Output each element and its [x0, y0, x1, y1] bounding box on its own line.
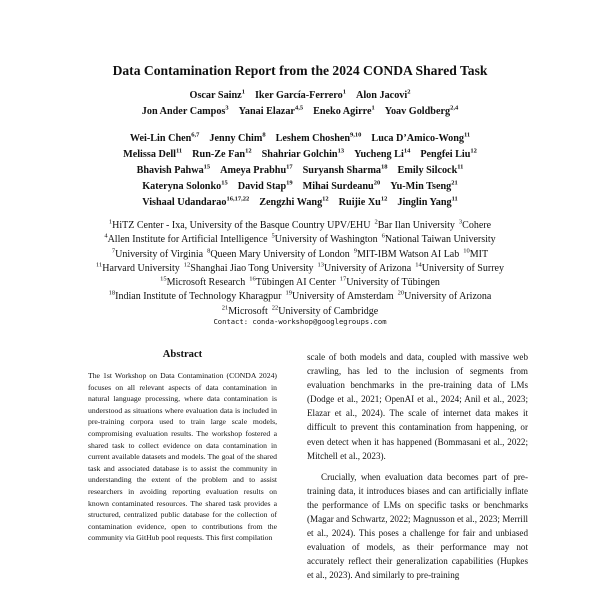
author-name: Ameya Prabhu$^{17}$ — [220, 163, 293, 176]
affiliation-row — [30, 290, 570, 304]
author-affiliation-marker: 21 — [451, 179, 458, 187]
author-affiliation-marker: 6,7 — [191, 131, 200, 139]
affiliation-row — [30, 276, 570, 290]
author-name: Eneko Agirre$^1$ — [313, 104, 375, 117]
author-affiliation-marker: 4,5 — [294, 104, 304, 112]
author-affiliation-marker: 1 — [241, 88, 245, 96]
affiliation-marker: 10 — [463, 247, 470, 255]
affiliation-marker: 11 — [96, 261, 103, 269]
affiliation: $^8$Queen Mary University of London — [207, 247, 350, 260]
affiliation-row — [30, 219, 570, 233]
author-row — [40, 131, 560, 147]
author-affiliation-marker: 3 — [225, 104, 229, 112]
author-affiliation-marker: 11 — [463, 131, 471, 139]
author-group-gap — [40, 120, 560, 131]
intro-column — [307, 350, 528, 583]
author-row — [40, 147, 560, 163]
affiliation-marker: 3 — [458, 218, 463, 226]
affiliation-marker: 4 — [104, 232, 108, 240]
author-affiliation-marker: 1 — [342, 88, 346, 96]
author-name: Shahriar Golchin$^{13}$ — [261, 147, 345, 160]
author-name: Yu-Min Tseng$^{21}$ — [390, 179, 458, 192]
affiliation-marker: 12 — [183, 261, 191, 269]
author-row — [40, 195, 560, 211]
affiliation: $^3$Cohere — [458, 218, 492, 231]
author-affiliation-marker: 8 — [262, 131, 266, 139]
author-name: Ruijie Xu$^{12}$ — [338, 195, 388, 208]
author-name: Yoav Goldberg$^{2,4}$ — [384, 104, 459, 117]
author-name: Oscar Sainz$^1$ — [189, 88, 245, 101]
affiliation: $^9$MIT-IBM Watson AI Lab — [353, 247, 460, 260]
affiliation-marker: 16 — [249, 275, 256, 283]
author-affiliation-marker: 2,4 — [450, 104, 459, 112]
affiliation-marker: 7 — [111, 247, 116, 255]
author-affiliation-marker: 20 — [373, 179, 381, 187]
author-affiliation-marker: 12 — [245, 147, 252, 155]
author-affiliation-marker: 14 — [403, 147, 411, 155]
affiliation-marker: 18 — [108, 290, 116, 298]
affiliation-marker: 1 — [108, 218, 113, 226]
affiliation: $^6$National Taiwan University — [381, 232, 496, 246]
author-name: Leshem Choshen$^{9,10}$ — [275, 131, 362, 144]
affiliation-marker: 5 — [271, 232, 275, 240]
affiliation-list — [30, 219, 570, 319]
intro-paragraph-1: scale of both models and data, coupled with massive web crawling, has led to the inclusion of segments from evaluation benchmarks in the pre-training data of LMs (Dodge et al., 2021; OpenAI et al., 2024; Anil et al., 2023; Elazar et al., 2024). The scale of internet data makes it difficult to prevent this contamination from happening, or even detect when it has happened (Bommasani et al., 2022; Mitchell et al., 2023). — [307, 352, 528, 461]
affiliation-marker: 8 — [207, 247, 211, 255]
affiliation-row — [30, 233, 570, 247]
author-name: Yanai Elazar$^{4,5}$ — [238, 104, 304, 117]
author-affiliation-marker: 16,17,22 — [226, 195, 250, 203]
abstract-heading: Abstract — [162, 349, 203, 360]
affiliation: $^{15}$Microsoft Research — [160, 275, 246, 289]
author-affiliation-marker: 13 — [337, 147, 345, 155]
affiliation: $^{11}$Harvard University — [96, 261, 180, 274]
author-name: Wei-Lin Chen$^{6,7}$ — [129, 131, 200, 144]
author-affiliation-marker: 2 — [407, 88, 411, 96]
affiliation: $^{14}$University of Surrey — [415, 261, 504, 274]
paper-title: Data Contamination Report from the 2024 CONDA Shared Task — [112, 63, 488, 78]
author-name: Iker García-Ferrero$^1$ — [254, 88, 346, 101]
author-name: Luca D’Amico-Wong$^{11}$ — [371, 131, 471, 144]
affiliation: $^{20}$University of Arizona — [397, 290, 492, 303]
author-row — [40, 88, 560, 104]
affiliation: $^{18}$Indian Institute of Technology Kharagpur — [108, 290, 282, 303]
affiliation: $^1$HiTZ Center - Ixa, University of the Basque Country UPV/EHU — [108, 218, 371, 231]
contact-email: Contact: conda-workshop@googlegroups.com — [213, 317, 387, 326]
affiliation-marker: 21 — [221, 304, 229, 312]
affiliation: $^{17}$University of Tübingen — [339, 275, 440, 289]
affiliation: $^7$University of Virginia — [111, 247, 204, 260]
author-name: Mihai Surdeanu$^{20}$ — [302, 179, 381, 192]
author-name: Yucheng Li$^{14}$ — [354, 147, 411, 160]
author-affiliation-marker: 11 — [451, 195, 458, 203]
affiliation-marker: 20 — [397, 290, 405, 298]
affiliation-row — [30, 248, 570, 262]
author-name: Melissa Dell$^{11}$ — [123, 147, 183, 160]
author-name: Suryansh Sharma$^{18}$ — [302, 163, 388, 176]
affiliation-marker: 13 — [317, 261, 325, 269]
affiliation-marker: 2 — [374, 218, 378, 226]
author-name: David Stap$^{19}$ — [237, 179, 293, 192]
author-affiliation-marker: 15 — [203, 163, 211, 171]
author-name: Jenny Chim$^8$ — [209, 131, 266, 144]
affiliation: $^{19}$University of Amsterdam — [285, 290, 394, 303]
affiliation-marker: 22 — [271, 304, 279, 312]
author-name: Jon Ander Campos$^3$ — [141, 104, 229, 117]
affiliation: $^{13}$University of Arizona — [317, 261, 412, 274]
affiliation-marker: 19 — [285, 290, 292, 298]
author-name: Vishaal Udandarao$^{16,17,22}$ — [142, 195, 250, 208]
author-row — [40, 104, 560, 120]
author-name: Run-Ze Fan$^{12}$ — [192, 147, 252, 160]
affiliation-marker: 15 — [160, 275, 167, 283]
affiliation: $^{21}$Microsoft — [221, 304, 268, 317]
author-name: Kateryna Solonko$^{15}$ — [142, 179, 228, 192]
author-name: Bhavish Pahwa$^{15}$ — [136, 163, 211, 176]
author-row — [40, 179, 560, 195]
affiliation-marker: 17 — [339, 275, 347, 283]
affiliation-marker: 9 — [353, 247, 357, 255]
affiliation: $^{22}$University of Cambridge — [271, 304, 379, 317]
author-row — [40, 163, 560, 179]
author-affiliation-marker: 19 — [286, 179, 293, 187]
affiliation-marker: 14 — [415, 261, 422, 269]
author-name: Emily Silcock$^{11}$ — [397, 163, 464, 176]
author-name: Zengzhi Wang$^{12}$ — [259, 195, 329, 208]
author-affiliation-marker: 18 — [381, 163, 388, 171]
author-list — [40, 88, 560, 211]
affiliation: $^5$University of Washington — [271, 232, 378, 246]
author-affiliation-marker: 1 — [371, 104, 375, 112]
author-affiliation-marker: 11 — [176, 147, 183, 155]
author-affiliation-marker: 12 — [470, 147, 477, 155]
author-name: Pengfei Liu$^{12}$ — [420, 147, 477, 160]
affiliation: $^{16}$Tübingen AI Center — [249, 275, 336, 289]
affiliation: $^2$Bar Ilan University — [374, 218, 455, 231]
affiliation-marker: 6 — [381, 232, 385, 240]
affiliation-row — [30, 262, 570, 276]
affiliation: $^4$Allen Institute for Artificial Intelligence — [104, 232, 268, 246]
author-affiliation-marker: 11 — [457, 163, 464, 171]
abstract-body: The 1st Workshop on Data Contamination (CONDA 2024) focuses on all relevant aspects of data contamination in natural language processing, where data contamination is understood as situations where evaluation data is included in pre-training corpora used to train large scale models, compromising evaluation results. The workshop fostered a shared task to collect evidence on data contamination in current available datasets and models. The goal of the shared task and associated database is to assist the community in understanding the extent of the problem and to assist researchers in avoiding reporting evaluation results on known contaminated resources. The shared task provides a structured, centralized public database for the collection of contamination evidence, open to contributions from the community via GitHub pool requests. This first compilation — [88, 371, 277, 543]
author-affiliation-marker: 9,10 — [350, 131, 362, 139]
author-affiliation-marker: 12 — [380, 195, 388, 203]
affiliation: $^{12}$Shanghai Jiao Tong University — [183, 261, 314, 274]
affiliation: $^{10}$MIT — [463, 247, 489, 260]
author-affiliation-marker: 15 — [221, 179, 228, 187]
author-affiliation-marker: 12 — [322, 195, 329, 203]
author-affiliation-marker: 17 — [286, 163, 293, 171]
intro-paragraph-2: Crucially, when evaluation data becomes part of pre-training data, it introduces biases and can artificially inflate the performance of LMs on specific tasks or benchmarks (Magar and Schwartz, 2022; Magnusson et al., 2023; Merrill et al., 2024). This poses a challenge for fair and unbiased evaluation of models, as their performance may not accurately reflect their generalization capabilities (Hupkes et al., 2023). And similarly to pre-training — [307, 471, 528, 581]
author-name: Alon Jacovi$^2$ — [355, 88, 411, 101]
author-name: Jinglin Yang$^{11}$ — [397, 195, 458, 208]
